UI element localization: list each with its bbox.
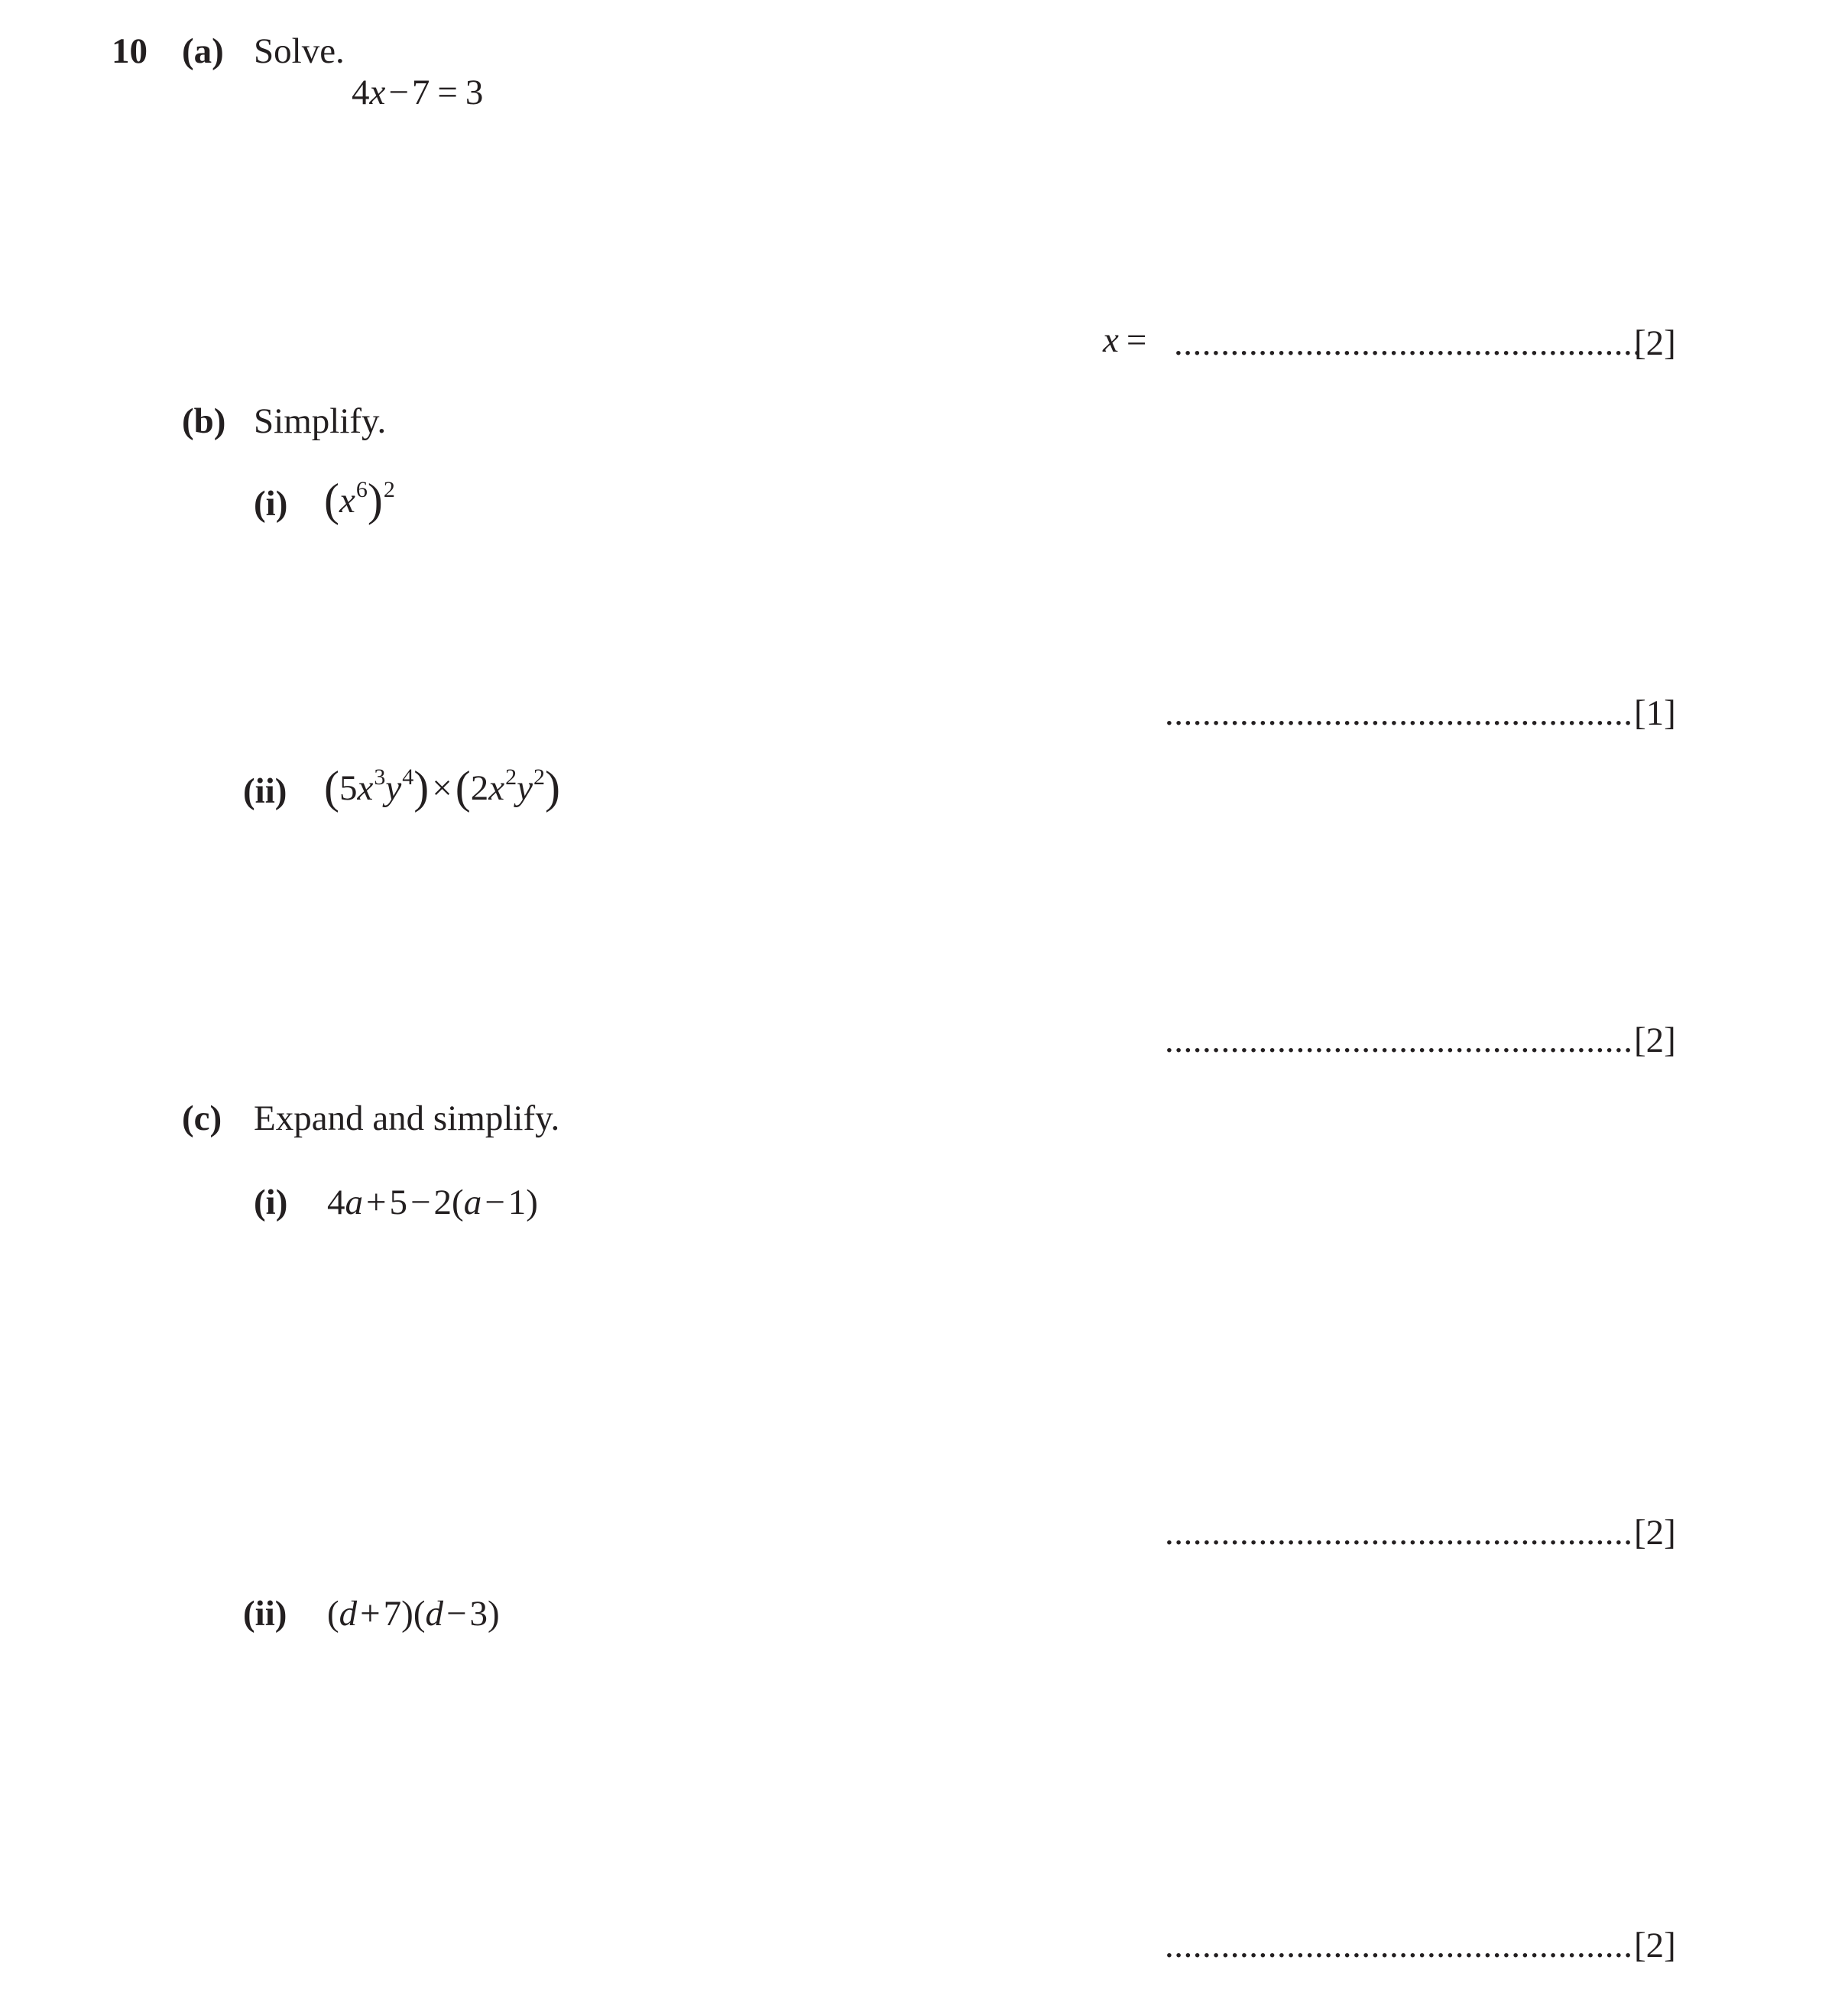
part-b-ii-label: (ii) [243,771,287,811]
part-b-i-marks: [1] [1634,693,1676,733]
part-a-equation: 4x−7 = 3 [352,73,484,112]
part-c-ii-answer-line[interactable]: .................................................. [1165,1926,1633,1965]
part-c-instruction: Expand and simplify. [254,1098,560,1138]
part-c-i-answer-line[interactable]: .................................................. [1165,1513,1633,1553]
part-b-instruction: Simplify. [254,401,387,441]
part-a-answer-line[interactable]: .................................................. [1174,323,1642,363]
part-a-instruction: Solve. [254,31,345,71]
part-a-label: (a) [182,31,224,71]
part-c-ii-marks: [2] [1634,1926,1676,1965]
part-b-i-answer-line[interactable]: .................................................. [1165,693,1633,733]
part-a-answer-prefix: x = [1103,320,1147,360]
part-c-i-label: (i) [254,1183,288,1222]
part-c-i-expression: 4a+5−2(a−1) [327,1183,538,1222]
part-b-ii-answer-line[interactable]: .................................................. [1165,1021,1633,1060]
part-c-i-marks: [2] [1634,1513,1676,1553]
question-number: 10 [112,31,148,71]
part-c-ii-expression: (d+7)(d−3) [327,1594,500,1634]
part-b-label: (b) [182,401,226,441]
part-b-ii-marks: [2] [1634,1021,1676,1060]
part-b-i-expression: $(x^6)^2$ [324,475,395,525]
part-b-i-label: (i) [254,484,288,524]
part-c-label: (c) [182,1098,222,1138]
part-c-ii-label: (ii) [243,1594,287,1634]
part-a-marks: [2] [1634,323,1676,363]
part-b-ii-expression: $(5x^3y^4)\times(2x^2y^2)$ [324,762,560,813]
